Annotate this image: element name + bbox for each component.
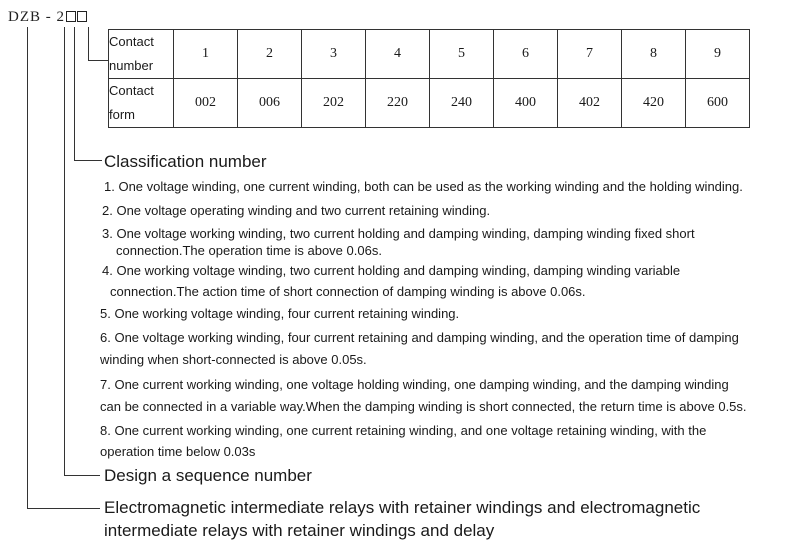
classification-item-4: 4. One working voltage winding, two current holding and damping winding, damping winding variable [102,263,681,278]
placeholder-box [77,11,87,22]
bracket-line-table-v [88,27,89,61]
contact-form-cell: 220 [366,79,430,128]
bracket-line-inner-h [74,160,102,161]
contact-form-label: Contact form [109,79,174,128]
contact-table [108,29,750,128]
contact-form-cell: 600 [686,79,750,128]
contact-number-cell: 8 [622,30,686,79]
contact-number-cell: 3 [302,30,366,79]
contact-number-row [109,30,750,79]
contact-number-cell: 1 [174,30,238,79]
bracket-line-inner-v [74,27,75,161]
bracket-line-table-h [88,60,108,61]
description-line-2: intermediate relays with retainer windings and delay [104,521,495,540]
contact-number-cell: 6 [494,30,558,79]
classification-item-3: 3. One voltage working winding, two current holding and damping winding, damping winding fixed short [102,226,695,241]
contact-form-cell: 202 [302,79,366,128]
placeholder-box [66,11,76,22]
model-code-text: DZB - 2 [8,9,65,25]
contact-form-cell: 002 [174,79,238,128]
bracket-line-mid-h [64,475,100,476]
classification-item-5: 5. One working voltage winding, four current retaining winding. [100,306,460,321]
contact-number-cell: 9 [686,30,750,79]
classification-item-4-cont: connection.The action time of short connection of damping winding is above 0.06s. [110,284,586,299]
classification-item-1: 1. One voltage winding, one current winding, both can be used as the working winding and the holding winding. [104,179,743,194]
classification-item-2: 2. One voltage operating winding and two current retaining winding. [102,203,491,218]
classification-heading: Classification number [104,152,267,171]
contact-form-cell: 240 [430,79,494,128]
classification-item-7-cont: can be connected in a variable way.When the damping winding is short connected, the return time is above 0.5s. [100,399,747,414]
classification-item-7: 7. One current working winding, one voltage holding winding, one damping winding, and the damping winding [100,377,729,392]
classification-item-6-cont: winding when short-connected is above 0.05s. [100,352,367,367]
model-code [8,9,87,26]
contact-form-cell: 006 [238,79,302,128]
contact-number-cell: 7 [558,30,622,79]
bracket-line-mid-v [64,27,65,476]
classification-item-8-cont: operation time below 0.03s [100,444,256,459]
contact-form-cell: 402 [558,79,622,128]
classification-item-8: 8. One current working winding, one current retaining winding, and one voltage retaining winding, with the [100,423,707,438]
contact-form-cell: 400 [494,79,558,128]
contact-form-cell: 420 [622,79,686,128]
design-heading: Design a sequence number [104,466,312,485]
bracket-line-outer-h [27,508,100,509]
contact-number-cell: 5 [430,30,494,79]
classification-item-6: 6. One voltage working winding, four current retaining and damping winding, and the operation time of damping [100,330,739,345]
classification-item-3-cont: connection.The operation time is above 0.06s. [116,243,382,258]
description-line-1: Electromagnetic intermediate relays with retainer windings and electromagnetic [104,498,701,517]
contact-number-cell: 4 [366,30,430,79]
contact-number-cell: 2 [238,30,302,79]
contact-number-label: Contact number [109,30,174,79]
contact-form-row [109,79,750,128]
bracket-line-outer-v [27,27,28,509]
